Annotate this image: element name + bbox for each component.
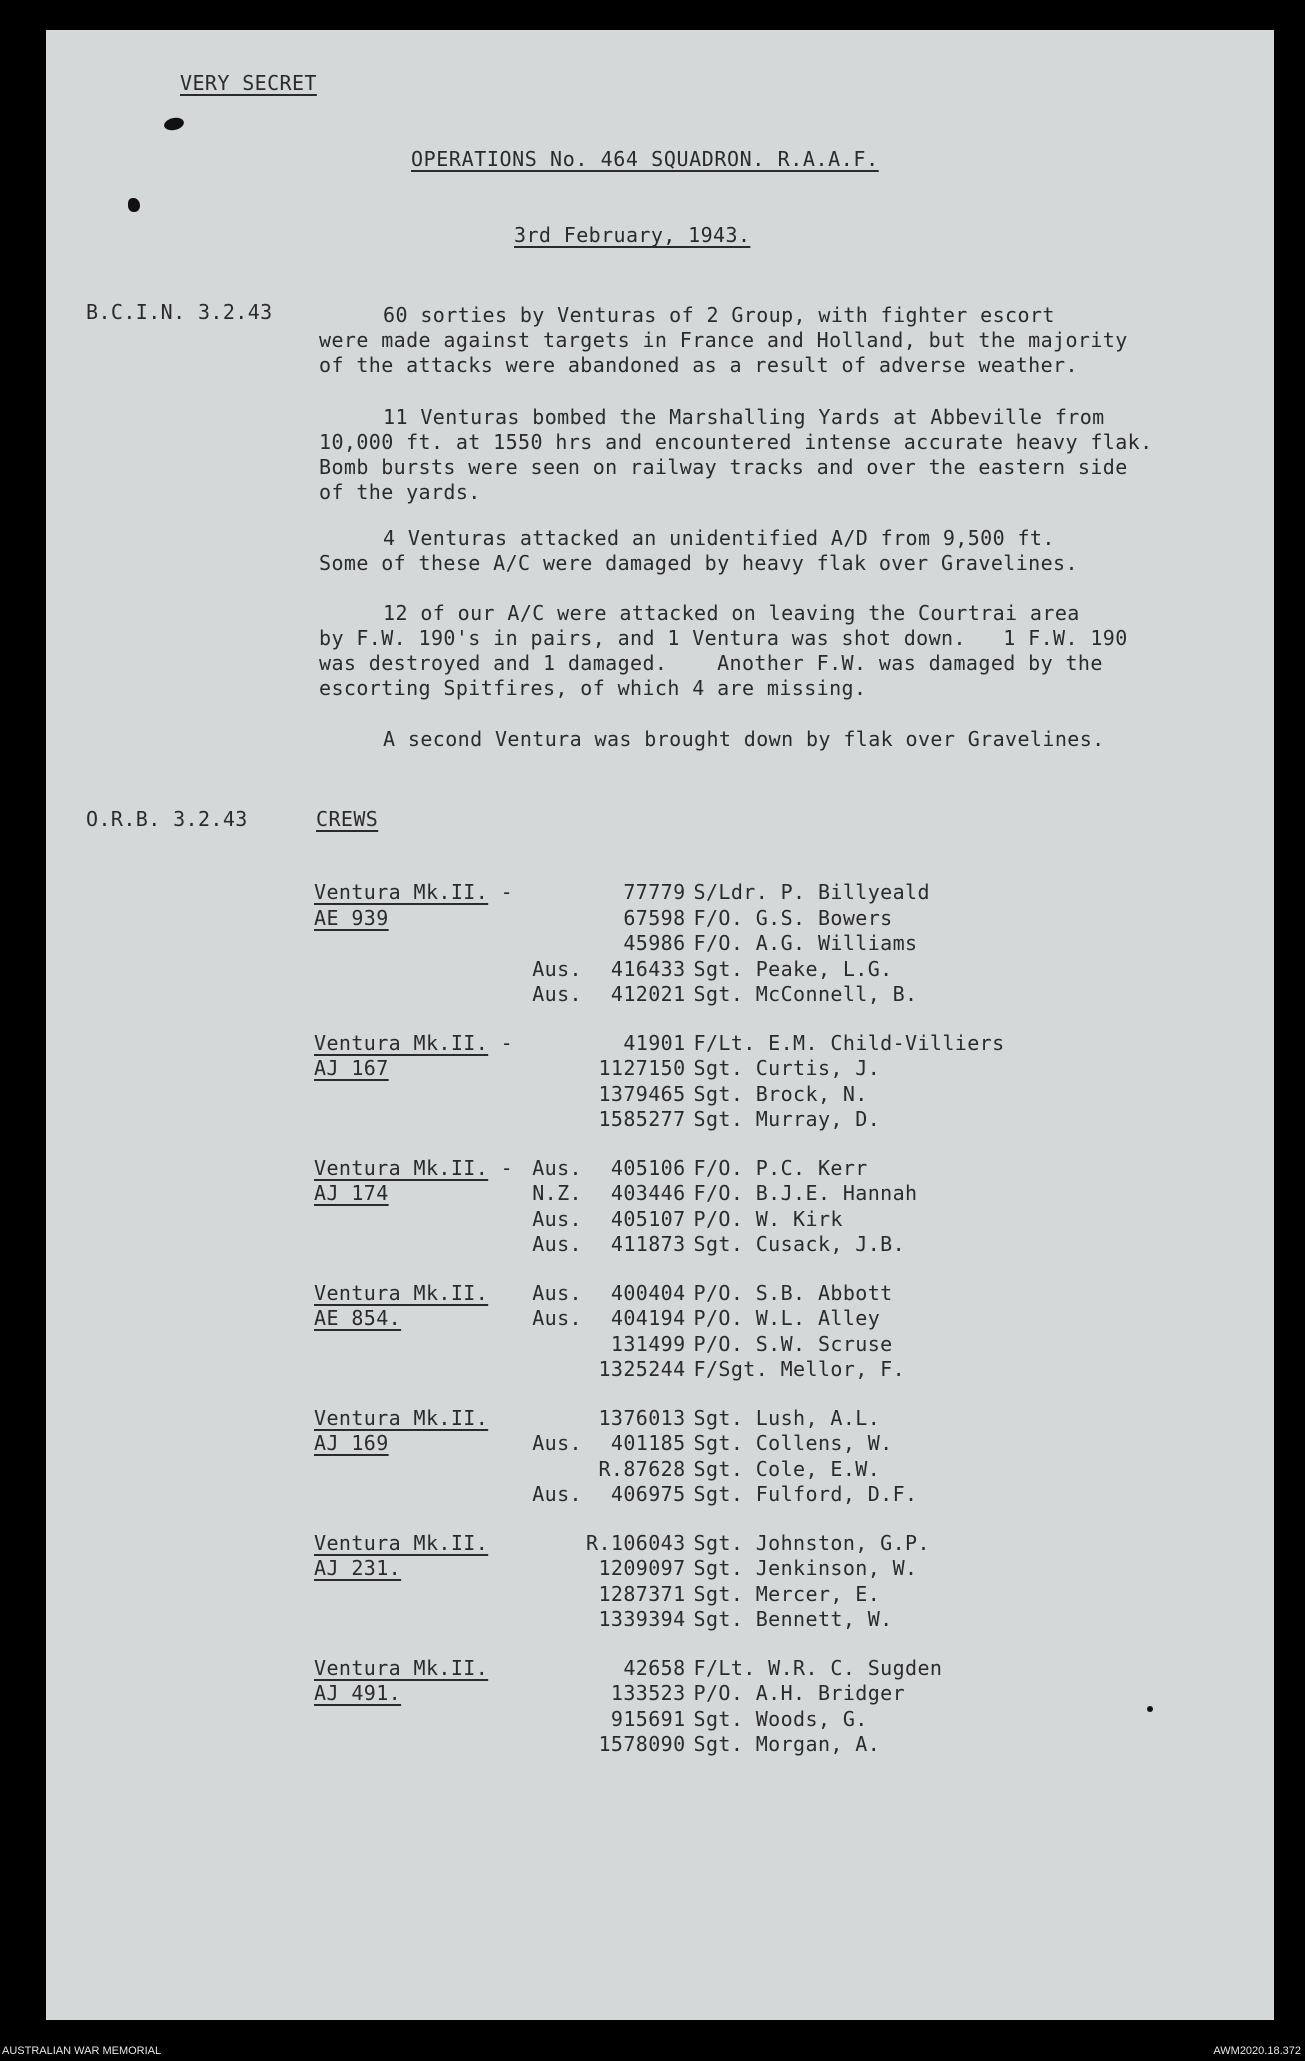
crew-nationality: [526, 1332, 586, 1358]
crew-nationality: [526, 1406, 586, 1432]
crew-service-number: 404194: [610, 1306, 686, 1330]
crew-rank-name: Sgt. Woods, G.: [693, 1706, 868, 1731]
crew-member-row: [314, 1431, 1005, 1457]
aircraft-cell-empty: [314, 1732, 526, 1758]
crew-member-row: [314, 1181, 1005, 1207]
aircraft-type-label: Ventura Mk.II.: [314, 1405, 489, 1430]
crew-nationality: [526, 1732, 586, 1758]
crew-spacer: [314, 1133, 1005, 1156]
section-ref-orb: O.R.B. 3.2.43: [86, 807, 248, 831]
crew-rank-name: P/O. S.B. Abbott: [693, 1280, 893, 1305]
document-page: [46, 30, 1274, 2020]
aircraft-serial: [314, 1681, 526, 1707]
aircraft-serial-label: AJ 169: [314, 1431, 389, 1455]
footer-right: AWM2020.18.372: [1213, 2045, 1301, 2057]
crew-spacer: [314, 1508, 1005, 1531]
crew-rank-name: F/O. P.C. Kerr: [693, 1155, 868, 1180]
crew-member-row: [314, 1031, 1005, 1057]
crew-member-row: [314, 1556, 1005, 1582]
crew-member-row: [314, 1107, 1005, 1133]
crew-service-number: 42658: [623, 1655, 686, 1680]
crew-list: [314, 880, 1005, 1758]
crew-nationality: Aus.: [532, 956, 582, 981]
crew-nationality: [526, 1031, 586, 1057]
crew-nationality: Aus.: [532, 1206, 582, 1231]
paragraph-line: of the yards.: [319, 480, 481, 504]
crew-nationality: [526, 1457, 586, 1483]
paragraph-line: 10,000 ft. at 1550 hrs and encountered intense accurate heavy flak.: [319, 430, 1153, 454]
aircraft-cell-empty: [314, 957, 526, 983]
crew-nationality: Aus.: [532, 1280, 582, 1305]
crew-service-number: 401185: [610, 1431, 686, 1455]
crew-rank-name: Sgt. Murray, D.: [693, 1107, 881, 1131]
paragraph-line: A second Ventura was brought down by flak over Gravelines.: [383, 727, 1105, 751]
aircraft-cell-empty: [314, 1457, 526, 1483]
crew-service-number: 406975: [610, 1482, 686, 1506]
aircraft-cell-empty: [314, 982, 526, 1008]
aircraft-type: [314, 1031, 526, 1057]
crew-nationality: Aus.: [532, 1306, 582, 1330]
crew-member-row: [314, 1332, 1005, 1358]
crew-member-row: [314, 906, 1005, 932]
crew-rank-name: Sgt. Morgan, A.: [693, 1732, 881, 1756]
summary-paragraph-4: [319, 601, 1128, 701]
punch-hole-lower: [128, 198, 140, 212]
aircraft-serial: [314, 906, 526, 932]
crew-nationality: Aus.: [532, 1431, 582, 1455]
punch-hole-upper: [163, 116, 185, 132]
crew-service-number: 400404: [610, 1280, 686, 1305]
crew-rank-name: Sgt. Fulford, D.F.: [693, 1482, 918, 1506]
paragraph-line: was destroyed and 1 damaged. Another F.W. was damaged by the: [319, 651, 1103, 675]
crew-member-row: [314, 1406, 1005, 1432]
crew-member-row: [314, 1056, 1005, 1082]
crew-service-number: 1127150: [598, 1056, 686, 1080]
summary-paragraph-2: [319, 405, 1153, 505]
aircraft-cell-empty: [314, 1082, 526, 1108]
crew-rank-name: P/O. W.L. Alley: [693, 1306, 881, 1330]
aircraft-cell-empty: [314, 1582, 526, 1608]
paragraph-line: 12 of our A/C were attacked on leaving the Courtrai area: [383, 601, 1080, 625]
paragraph-line: Bomb bursts were seen on railway tracks and over the eastern side: [319, 455, 1128, 479]
crew-spacer-cell: [314, 1258, 1005, 1281]
crew-service-number: 1209097: [598, 1556, 686, 1580]
crew-rank-name: Sgt. Jenkinson, W.: [693, 1556, 918, 1580]
aircraft-cell-empty: [314, 1707, 526, 1733]
crew-service-number: 45986: [623, 931, 686, 955]
crew-service-number: 77779: [623, 880, 686, 904]
crew-nationality: [526, 1607, 586, 1633]
aircraft-serial-label: AJ 174: [314, 1181, 389, 1205]
crew-member-row: [314, 1607, 1005, 1633]
aircraft-cell-empty: [314, 1107, 526, 1133]
aircraft-type-label: Ventura Mk.II.: [314, 1280, 489, 1305]
crew-nationality: [526, 931, 586, 957]
crew-member-row: [314, 1082, 1005, 1108]
aircraft-type-label: Ventura Mk.II.: [314, 1530, 489, 1555]
crew-nationality: [526, 1531, 586, 1557]
aircraft-serial: [314, 1056, 526, 1082]
crew-service-number: 403446: [610, 1181, 686, 1205]
crew-service-number: 411873: [610, 1232, 686, 1256]
crew-service-number: 1379465: [598, 1081, 686, 1106]
aircraft-type: [314, 1531, 526, 1557]
crew-rank-name: P/O. W. Kirk: [693, 1206, 843, 1231]
crew-nationality: [526, 1556, 586, 1582]
aircraft-serial-label: AJ 491.: [314, 1681, 402, 1705]
crew-member-row: [314, 1482, 1005, 1508]
aircraft-serial-label: AE 854.: [314, 1306, 402, 1330]
crews-heading: CREWS: [316, 807, 379, 831]
document-title: OPERATIONS No. 464 SQUADRON. R.A.A.F.: [411, 147, 879, 171]
crew-spacer-cell: [314, 1133, 1005, 1156]
crew-nationality: [526, 880, 586, 906]
aircraft-serial-label: AJ 231.: [314, 1556, 402, 1580]
aircraft-cell-empty: [314, 1357, 526, 1383]
crew-spacer: [314, 1633, 1005, 1656]
crew-service-number: 1585277: [598, 1107, 686, 1131]
crew-member-row: [314, 1656, 1005, 1682]
paragraph-line: were made against targets in France and Holland, but the majority: [319, 328, 1128, 352]
crew-nationality: [526, 1357, 586, 1383]
crew-nationality: Aus.: [532, 1232, 582, 1256]
paragraph-line: Some of these A/C were damaged by heavy flak over Gravelines.: [319, 551, 1078, 575]
paragraph-line: of the attacks were abandoned as a result of adverse weather.: [319, 353, 1078, 377]
crew-nationality: [526, 1056, 586, 1082]
crew-service-number: 412021: [610, 982, 686, 1006]
classification-label: VERY SECRET: [180, 71, 317, 95]
aircraft-serial: [314, 1306, 526, 1332]
crew-member-row: [314, 1357, 1005, 1383]
crew-service-number: R.87628: [598, 1456, 686, 1481]
crew-member-row: [314, 1207, 1005, 1233]
crew-rank-name: Sgt. Johnston, G.P.: [693, 1530, 930, 1555]
summary-paragraph-3: [319, 526, 1078, 576]
crew-service-number: 1325244: [598, 1357, 686, 1381]
aircraft-type-label: Ventura Mk.II.: [314, 880, 489, 904]
aircraft-type: [314, 1281, 526, 1307]
crew-nationality: N.Z.: [532, 1181, 582, 1205]
aircraft-serial: [314, 1556, 526, 1582]
crew-member-row: [314, 1707, 1005, 1733]
crew-spacer-cell: [314, 1008, 1005, 1031]
aircraft-type: [314, 1156, 526, 1182]
aircraft-cell-empty: [314, 1332, 526, 1358]
aircraft-dash: -: [488, 1030, 514, 1055]
crew-rank-name: Sgt. McConnell, B.: [693, 982, 918, 1006]
aircraft-dash: -: [488, 880, 514, 904]
crew-nationality: Aus.: [532, 1482, 582, 1506]
crew-member-row: [314, 1732, 1005, 1758]
crew-service-number: 405106: [610, 1155, 686, 1180]
crew-nationality: [526, 1656, 586, 1682]
crew-service-number: 1578090: [598, 1732, 686, 1756]
crew-nationality: [526, 1707, 586, 1733]
crew-rank-name: Sgt. Brock, N.: [693, 1081, 868, 1106]
crew-rank-name: P/O. S.W. Scruse: [693, 1331, 893, 1356]
crew-service-number: R.106043: [586, 1530, 686, 1555]
footer-left: AUSTRALIAN WAR MEMORIAL: [2, 2045, 162, 2057]
crew-rank-name: F/Lt. W.R. C. Sugden: [693, 1655, 943, 1680]
crew-member-row: [314, 1156, 1005, 1182]
crew-member-row: [314, 1232, 1005, 1258]
crew-rank-name: S/Ldr. P. Billyeald: [693, 880, 930, 904]
aircraft-dash: -: [488, 1155, 514, 1180]
crew-rank-name: Sgt. Cusack, J.B.: [693, 1232, 906, 1256]
crew-service-number: 1287371: [598, 1581, 686, 1606]
crew-rank-name: P/O. A.H. Bridger: [693, 1681, 906, 1705]
crew-rank-name: F/O. G.S. Bowers: [693, 905, 893, 930]
crew-rank-name: Sgt. Cole, E.W.: [693, 1456, 881, 1481]
crew-nationality: [526, 906, 586, 932]
aircraft-type: [314, 1406, 526, 1432]
crew-spacer-cell: [314, 1633, 1005, 1656]
crew-spacer-cell: [314, 1383, 1005, 1406]
crew-service-number: 416433: [610, 956, 686, 981]
crew-spacer-cell: [314, 1508, 1005, 1531]
crew-member-row: [314, 957, 1005, 983]
crew-service-number: 41901: [623, 1030, 686, 1055]
section-ref-bcin: B.C.I.N. 3.2.43: [86, 300, 273, 324]
crew-rank-name: F/O. B.J.E. Hannah: [693, 1181, 918, 1205]
crew-member-row: [314, 1306, 1005, 1332]
aircraft-cell-empty: [314, 1232, 526, 1258]
crew-rank-name: Sgt. Peake, L.G.: [693, 956, 893, 981]
paragraph-line: 60 sorties by Venturas of 2 Group, with fighter escort: [383, 303, 1055, 327]
crew-member-row: [314, 931, 1005, 957]
aircraft-cell-empty: [314, 1482, 526, 1508]
crew-rank-name: Sgt. Lush, A.L.: [693, 1405, 881, 1430]
aircraft-type-label: Ventura Mk.II.: [314, 1155, 489, 1180]
crew-member-row: [314, 1582, 1005, 1608]
document-date: 3rd February, 1943.: [514, 223, 751, 247]
crew-spacer: [314, 1258, 1005, 1281]
crew-nationality: Aus.: [532, 1155, 582, 1180]
crew-spacer: [314, 1383, 1005, 1406]
crew-service-number: 131499: [610, 1331, 686, 1356]
paragraph-line: 4 Venturas attacked an unidentified A/D from 9,500 ft.: [383, 526, 1055, 550]
summary-paragraph-5: [319, 727, 1105, 752]
crew-rank-name: Sgt. Bennett, W.: [693, 1607, 893, 1631]
crew-member-row: [314, 982, 1005, 1008]
aircraft-type: [314, 880, 526, 906]
crew-service-number: 67598: [623, 905, 686, 930]
aircraft-cell-empty: [314, 1207, 526, 1233]
crew-rank-name: F/O. A.G. Williams: [693, 931, 918, 955]
crew-service-number: 1376013: [598, 1405, 686, 1430]
crew-rank-name: Sgt. Mercer, E.: [693, 1581, 881, 1606]
crew-member-row: [314, 880, 1005, 906]
crew-rank-name: F/Sgt. Mellor, F.: [693, 1357, 906, 1381]
paragraph-line: by F.W. 190's in pairs, and 1 Ventura was shot down. 1 F.W. 190: [319, 626, 1128, 650]
crew-rank-name: Sgt. Collens, W.: [693, 1431, 893, 1455]
summary-paragraph-1: [319, 303, 1128, 378]
crew-nationality: [526, 1082, 586, 1108]
aircraft-cell-empty: [314, 1607, 526, 1633]
crew-member-row: [314, 1681, 1005, 1707]
crew-nationality: [526, 1107, 586, 1133]
ink-speck: [1147, 1706, 1153, 1712]
aircraft-type-label: Ventura Mk.II.: [314, 1030, 489, 1055]
crew-nationality: [526, 1582, 586, 1608]
aircraft-type: [314, 1656, 526, 1682]
aircraft-cell-empty: [314, 931, 526, 957]
crew-member-row: [314, 1281, 1005, 1307]
aircraft-serial: [314, 1431, 526, 1457]
crew-nationality: [526, 1681, 586, 1707]
aircraft-type-label: Ventura Mk.II.: [314, 1655, 489, 1680]
crew-spacer: [314, 1008, 1005, 1031]
aircraft-serial-label: AJ 167: [314, 1056, 389, 1080]
crew-rank-name: Sgt. Curtis, J.: [693, 1056, 881, 1080]
crew-service-number: 405107: [610, 1206, 686, 1231]
crew-member-row: [314, 1457, 1005, 1483]
crew-service-number: 1339394: [598, 1607, 686, 1631]
crew-nationality: Aus.: [532, 982, 582, 1006]
paragraph-line: 11 Venturas bombed the Marshalling Yards at Abbeville from: [383, 405, 1105, 429]
crew-rank-name: F/Lt. E.M. Child-Villiers: [693, 1030, 1005, 1055]
aircraft-serial-label: AE 939: [314, 905, 389, 930]
aircraft-serial: [314, 1181, 526, 1207]
crew-service-number: 915691: [610, 1706, 686, 1731]
crew-service-number: 133523: [610, 1681, 686, 1705]
crew-member-row: [314, 1531, 1005, 1557]
paragraph-line: escorting Spitfires, of which 4 are missing.: [319, 676, 867, 700]
